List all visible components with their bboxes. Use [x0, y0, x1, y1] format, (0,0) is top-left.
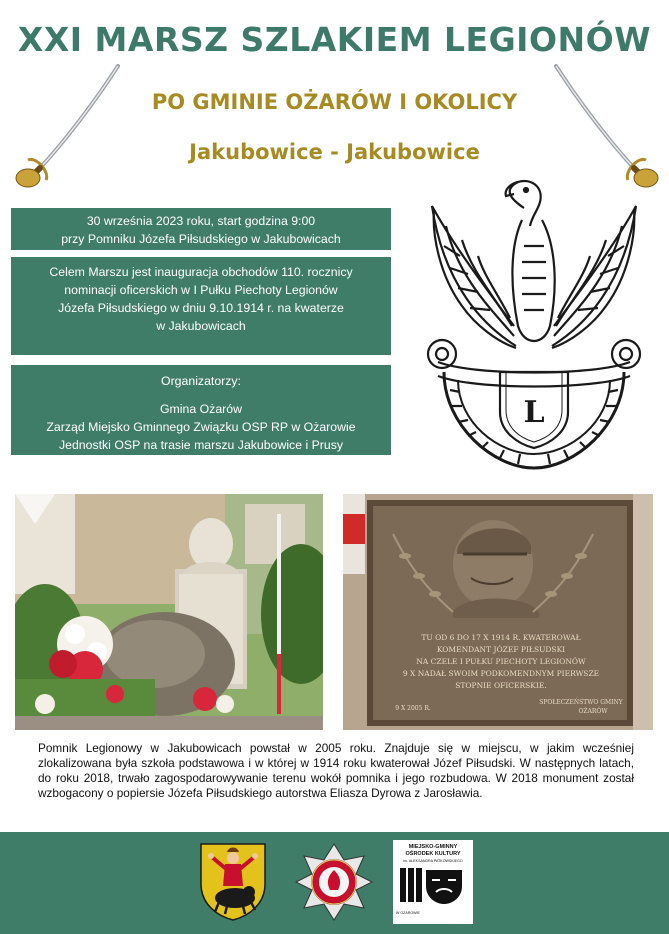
mgok-name-line: im. ALEKSANDRA PATKOWSKIEGO	[403, 859, 463, 863]
footer-bar	[0, 832, 669, 934]
right-sabre-icon	[548, 60, 668, 190]
plaque-line: STOPNIE OFICERSKIE.	[455, 681, 547, 690]
plaque-signature: OŻARÓW	[578, 708, 608, 715]
plaque-line: TU OD 6 DO 17 X 1914 R. KWATEROWAŁ	[421, 633, 581, 642]
subtitle: PO GMINIE OŻARÓW I OKOLICY	[151, 90, 518, 114]
purpose-line: w Jakubowicach	[156, 319, 246, 333]
organizer-item: Gmina Ożarów	[159, 402, 242, 416]
plaque-photo	[343, 494, 653, 730]
organizer-item: Zarząd Miejsko Gminnego Związku OSP RP w Ożarowie	[46, 420, 356, 434]
emblem-letter: L	[523, 395, 545, 430]
plaque-date: 9 X 2005 R.	[395, 705, 431, 712]
main-title: XXI MARSZ SZLAKIEM LEGIONÓW	[17, 20, 652, 59]
location-line: przy Pomniku Józefa Piłsudskiego w Jakubowicach	[61, 232, 341, 246]
plaque-line: 9 X NADAŁ SWOIM PODKOMENDNYM PIERWSZE	[402, 669, 600, 678]
date-box	[11, 208, 391, 250]
purpose-line: Celem Marszu jest inauguracja obchodów 110. rocznicy	[49, 265, 353, 279]
plaque-signature: SPOŁECZEŃSTWO GMINY	[539, 699, 623, 706]
purpose-line: Józefa Piłsudskiego w dniu 9.10.1914 r. na kwaterze	[58, 301, 344, 315]
organizers-label: Organizatorzy:	[161, 374, 241, 388]
plaque-line: KOMENDANT JÓZEF PIŁSUDSKI	[436, 645, 566, 654]
date-line: 30 września 2023 roku, start godzina 9:00	[86, 214, 316, 228]
organizer-item: Jednostki OSP na trasie marszu Jakubowice i Prusy	[58, 438, 344, 452]
monument-photo	[15, 494, 323, 730]
osp-fire-brigade-emblem-icon	[294, 842, 374, 922]
organizers-box	[11, 365, 391, 455]
mgok-name-line: MIEJSKO-GMINNY	[408, 844, 458, 850]
mgok-logo	[393, 840, 473, 924]
left-sabre-icon	[6, 60, 126, 190]
monument-description: Pomnik Legionowy w Jakubowicach powstał w 2005 roku. Znajduje się w miejscu, w jakim wcześniej zlokalizowana była szkoła podstawowa i w której w 1914 roku kwaterował Józef Piłsudski. W następnych latach, do roku 2018, trwało zagospodarowywanie terenu wokół pomnika i jego rozbudowa. W 2018 monument został wzbogacony o popiersie Józefa Piłsudskiego autorstwa Eliasza Dyrowa z Jarosławia.	[38, 741, 634, 800]
plaque-line: NA CZELE I PUŁKU PIECHOTY LEGIONÓW	[416, 657, 586, 666]
route-title: Jakubowice - Jakubowice	[189, 140, 480, 164]
purpose-line: nominacji oficerskich w I Pułku Piechoty Legionów	[64, 283, 338, 297]
theatre-masks-icon	[396, 864, 470, 906]
mgok-name-line: W OŻAROWIE	[396, 911, 420, 915]
ozarow-coat-of-arms-icon	[197, 840, 269, 922]
mgok-name-line: OŚRODEK KULTURY	[405, 851, 461, 857]
legion-eagle-emblem	[414, 176, 654, 476]
purpose-box	[11, 257, 391, 355]
